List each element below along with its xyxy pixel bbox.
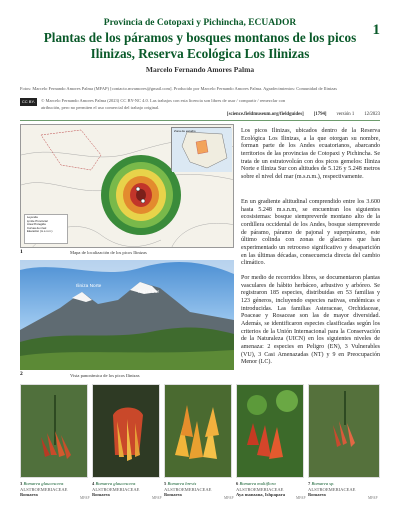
plant-photo-7 xyxy=(308,384,380,478)
figure-number: 6 xyxy=(236,481,239,486)
family-name: ALSTROEMERIACEAE xyxy=(236,486,284,492)
plant-photo-5 xyxy=(164,384,232,478)
plant-photo-4 xyxy=(92,384,160,478)
plant-caption-3 xyxy=(20,481,88,498)
common-name: Aya manzana, Ishpapara xyxy=(236,492,286,498)
page-title xyxy=(0,30,400,62)
cc-license-badge-icon: CC BY-NC xyxy=(21,99,36,112)
license-text: © Marcelo Fernando Amores Palma (2023) CC BY-NC 4.0. Las trabajos con esta licencia son libres de usar / compartir / remezclar con atribución, pero no permiten el uso comercial del trabajo original. xyxy=(41,98,286,110)
figure-number: 4 xyxy=(92,481,95,486)
paragraph-ecosystems: En un gradiente altitudinal comprendido entre los 3.600 hasta 5.248 m.s.n.m, se encuentran los siguientes ecosistemas: bosque siempreverde montano alto de la cordillera occidental de los Andes, bosque siempreverde de páramo, páramo de pajonal y superpáramo, este último colinda con zonas de glaciares que han experimentado un retroceso significativo y desaparición en las últimas décadas, consecuencia directa del cambio climático. xyxy=(241,199,380,267)
legend-item: Elevación (m.s.n.m.) xyxy=(27,229,53,234)
panoramic-photo xyxy=(20,260,234,370)
figure-number: 1 xyxy=(20,249,23,255)
photographer-credit: MFAP xyxy=(152,496,162,500)
common-name: Bomarea xyxy=(308,492,326,498)
common-name: Bomarea xyxy=(164,492,182,498)
location-map xyxy=(20,124,234,248)
photographer-credit: MFAP xyxy=(224,496,234,500)
species-name: Bomarea brevis xyxy=(167,481,197,486)
title-block xyxy=(0,18,400,74)
paragraph-intro: Los picos Ilinizas, ubicados dentro de la Reserva Ecológica Los Ilinizas, a la que otorgan su nombre, forman parte de los Andes ecuatorianos, abarcando territorios de las provincias de Cotopaxi y Pichincha. Se trata de un estratovolcán con dos picos gemelos: Iliniza Norte e Iliniza Sur con altitudes de 5.126 y 5.248 metros sobre el nivel del mar (m.s.n.m.), respectivamente. xyxy=(241,128,380,180)
photographer-credit: MFAP xyxy=(368,496,378,500)
family-name: ALSTROEMERIACEAE xyxy=(308,486,356,492)
date: 12/2023 xyxy=(364,112,380,117)
plant-image-7 xyxy=(309,385,380,478)
map-legend xyxy=(24,214,68,244)
species-name: Bomarea multiflora xyxy=(239,481,276,486)
species-name: Bomarea glaucescens xyxy=(95,481,136,486)
plant-photo-6 xyxy=(236,384,304,478)
map-caption: Mapa de localización de los picos Ilinizas xyxy=(70,250,147,255)
family-name: ALSTROEMERIACEAE xyxy=(92,486,140,492)
plant-image-3 xyxy=(21,385,88,478)
plant-image-4 xyxy=(93,385,160,478)
header-divider xyxy=(20,120,380,121)
mountain-photo-graphic xyxy=(20,260,234,370)
legend-item: Límite Provincial xyxy=(27,218,48,223)
inset-label: Zona de estudio xyxy=(174,129,196,133)
page-number: 1 xyxy=(372,22,380,38)
family-name: ALSTROEMERIACEAE xyxy=(20,486,68,492)
photo-caption: Vista panorámica de los picos Ilinizas xyxy=(70,373,140,378)
figure-number: 3 xyxy=(20,481,23,486)
family-name: ALSTROEMERIACEAE xyxy=(164,486,212,492)
title-line-1: Plantas de los páramos y bosques montanos de los picos xyxy=(43,30,357,45)
license-row xyxy=(20,98,290,111)
plant-caption-5 xyxy=(164,481,232,498)
inset-map-graphic xyxy=(172,128,232,172)
species-name: Bomarea sp. xyxy=(311,481,335,486)
plant-image-5 xyxy=(165,385,232,478)
plant-image-6 xyxy=(237,385,304,478)
plant-photo-3 xyxy=(20,384,88,478)
legend-item: Área Protegida xyxy=(27,222,46,227)
site-link[interactable]: [science.fieldmuseum.org/fieldguides] xyxy=(226,112,304,117)
title-line-2: Ilinizas, Reserva Ecológica Los Ilinizas xyxy=(90,46,310,61)
plant-caption-4 xyxy=(92,481,160,498)
species-name: Bomarea glaucescens xyxy=(23,481,64,486)
paragraph-methods: Por medio de recorridos libres, se documentaron plantas vasculares de hábito herbáceo, arbustivo y arbóreo. Se registraron 185 especies, distribuidas en 53 familias y 123 géneros, incluyendo especies nativas, endémicas e introducidas. Las familias Asteraceae, Orchidaceae, Poaceae y Rosaceae son las de mayor diversidad. Además, se identificaron especies clasificadas según los criterios de la Unión Internacional para la Conservación de la Naturaleza (UICN) en los siguientes niveles de amenaza: 2 especies en Peligro (EN), 3 Vulnerables (VU), 3 Casi Amenazadas (NT) y 9 en Preocupación Menor (LC). xyxy=(241,275,380,366)
figure-number: 2 xyxy=(20,371,23,377)
guide-meta xyxy=(227,112,380,117)
legend-item: Curvas de nivel xyxy=(27,225,47,230)
peak-label-norte: Iliniza Norte xyxy=(76,284,102,289)
author-name: Marcelo Fernando Amores Palma xyxy=(145,65,255,74)
photographer-credit: MFAP xyxy=(80,496,90,500)
region-heading: Provincia de Cotopaxi y Pichincha, ECUADOR xyxy=(103,18,297,28)
version: versión 1 xyxy=(336,112,355,117)
common-name: Bomarea xyxy=(20,492,38,498)
photographer-credit: MFAP xyxy=(296,496,306,500)
plant-caption-6 xyxy=(236,481,304,498)
common-name: Bomarea xyxy=(92,492,110,498)
legend-item: Leyenda xyxy=(27,215,38,219)
peak-label-sur: Iliniza Sur xyxy=(138,290,160,295)
map-inset xyxy=(171,127,231,171)
guide-number: [1794] xyxy=(313,112,327,117)
figure-number: 7 xyxy=(308,481,311,486)
figure-number: 5 xyxy=(164,481,167,486)
photo-credits: Fotos: Marcelo Fernando Amores Palma (MFAP) [contacto.mvamores@gmail.com]. Producido por Marcelo Fernando Amores Palma. Agradecimientos: Comunidad de Ilinizas xyxy=(20,86,337,91)
